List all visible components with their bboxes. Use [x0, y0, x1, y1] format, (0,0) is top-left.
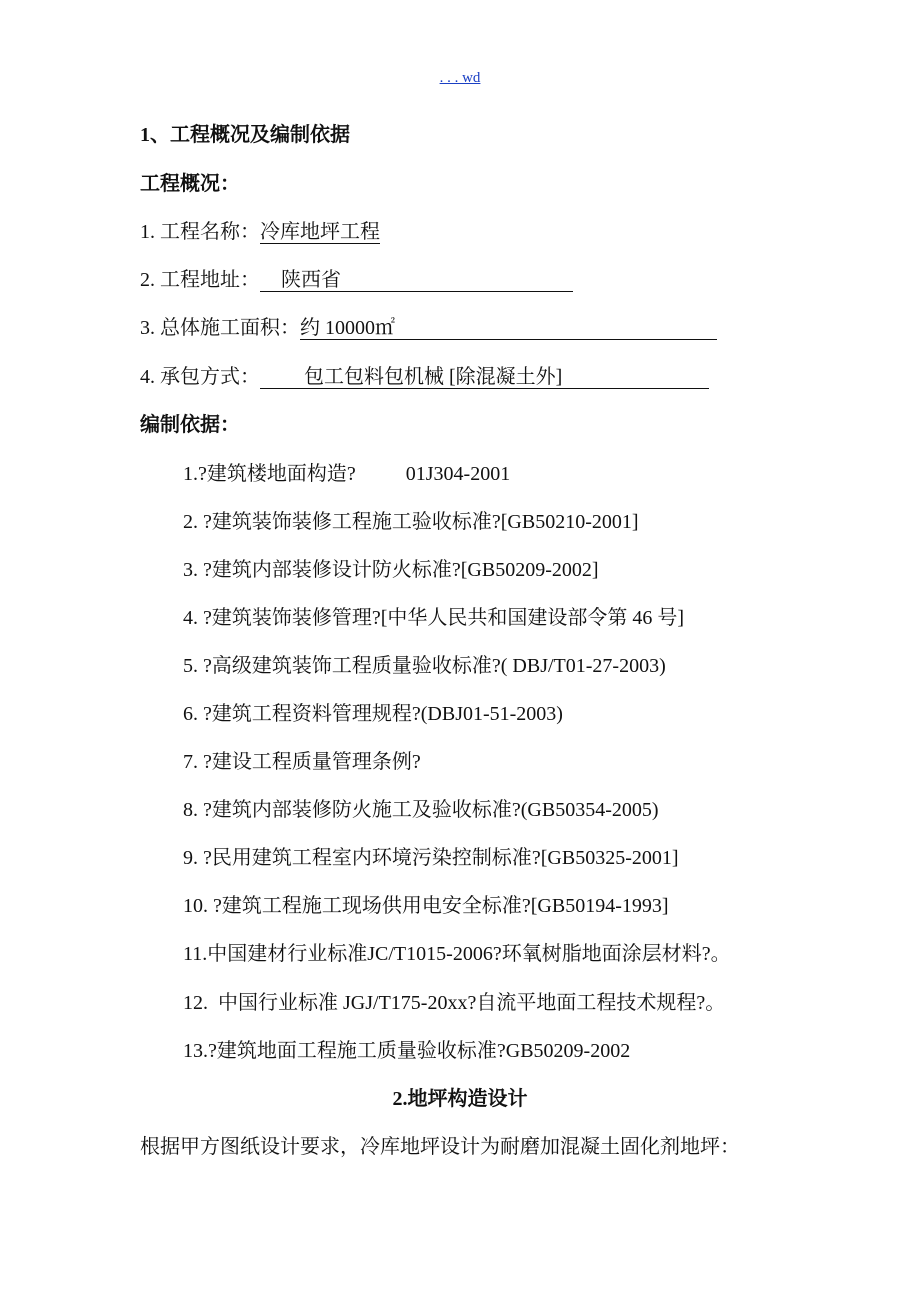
field-project-name — [140, 222, 380, 244]
basis-item: 13.?建筑地面工程施工质量验收标准?GB50209-2002 — [183, 1040, 631, 1062]
basis-item: 3. ?建筑内部装修设计防火标准?[GB50209-2002] — [183, 559, 599, 581]
field-label: 1. 工程名称： — [140, 221, 260, 243]
field-label: 4. 承包方式： — [140, 366, 260, 388]
basis-item: 4. ?建筑装饰装修管理?[中华人民共和国建设部令第 46 号] — [183, 607, 685, 629]
basis-item: 9. ?民用建筑工程室内环境污染控制标准?[GB50325-2001] — [183, 847, 679, 869]
field-value: 约 10000㎡ — [300, 318, 717, 340]
section-2-paragraph: 根据甲方图纸设计要求，冷库地坪设计为耐磨加混凝土固化剂地坪： — [140, 1136, 740, 1158]
basis-heading: 编制依据： — [140, 414, 240, 436]
basis-item: 7. ?建设工程质量管理条例? — [183, 751, 421, 773]
field-total-area — [140, 318, 717, 340]
header-text: . . . wd — [439, 70, 481, 86]
field-value: 包工包料包机械 [除混凝土外] — [260, 367, 709, 389]
basis-item: 6. ?建筑工程资料管理规程?(DBJ01-51-2003) — [183, 703, 563, 725]
field-value: 冷库地坪工程 — [260, 221, 380, 243]
field-contract-method — [140, 367, 709, 389]
basis-item: 8. ?建筑内部装修防火施工及验收标准?(GB50354-2005) — [183, 799, 659, 821]
page-header — [0, 70, 920, 87]
section-2-title: 2.地坪构造设计 — [392, 1088, 528, 1110]
overview-heading: 工程概况： — [140, 173, 240, 195]
field-value: 陕西省 — [260, 270, 573, 292]
basis-item: 1.?建筑楼地面构造? 01J304-2001 — [183, 463, 511, 485]
section-1-title: 1、工程概况及编制依据 — [140, 124, 350, 146]
basis-item: 11.中国建材行业标准JC/T1015-2006?环氧树脂地面涂层材料?。 — [183, 943, 731, 965]
basis-item: 10. ?建筑工程施工现场供用电安全标准?[GB50194-1993] — [183, 895, 669, 917]
basis-item: 5. ?高级建筑装饰工程质量验收标准?( DBJ/T01-27-2003) — [183, 655, 666, 677]
field-label: 2. 工程地址： — [140, 269, 260, 291]
field-label: 3. 总体施工面积： — [140, 317, 300, 339]
basis-item: 2. ?建筑装饰装修工程施工验收标准?[GB50210-2001] — [183, 511, 639, 533]
field-project-address — [140, 270, 573, 292]
basis-item: 12. 中国行业标准 JGJ/T175-20xx?自流平地面工程技术规程?。 — [183, 992, 726, 1014]
